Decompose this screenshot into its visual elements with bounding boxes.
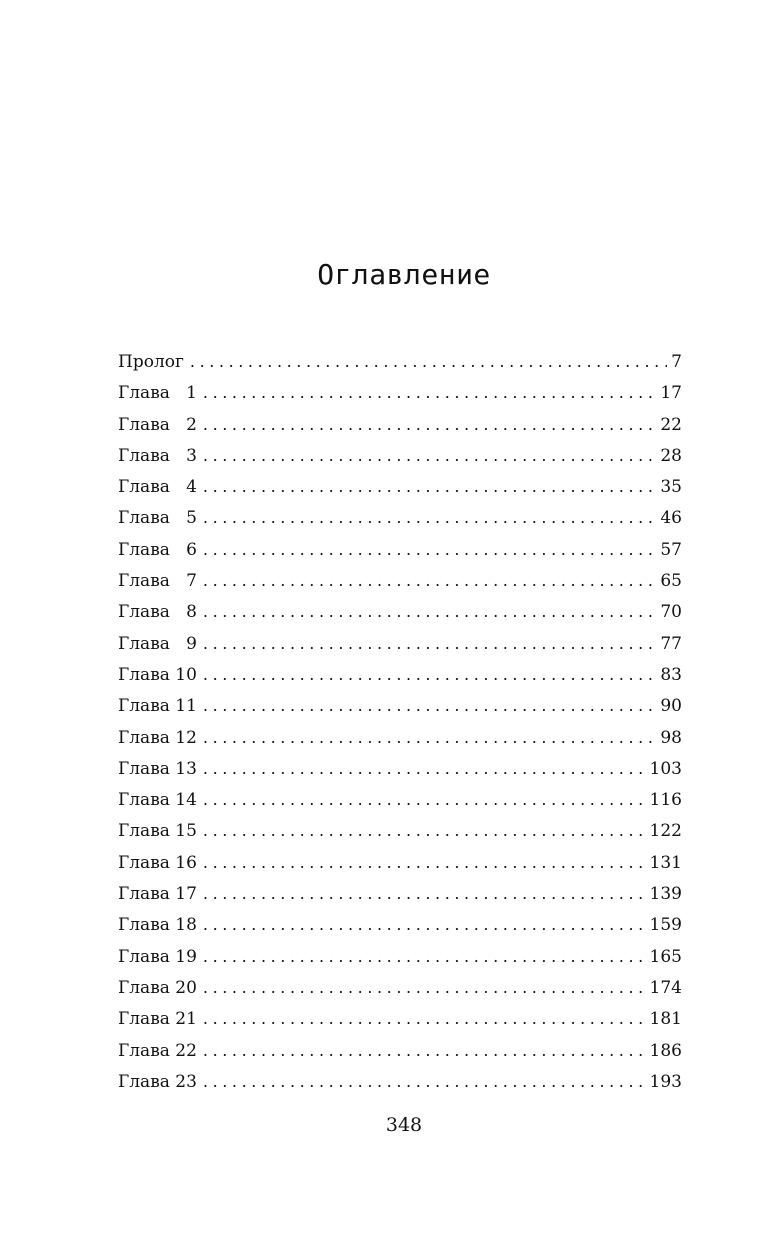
toc-entry-prologue[interactable] [118, 346, 682, 377]
chapter-number: 1 [186, 383, 197, 404]
dot-leader [190, 346, 667, 377]
toc-entry-chapter[interactable] [118, 377, 682, 408]
dot-leader [203, 972, 646, 1003]
chapter-word: Глава [118, 477, 170, 498]
chapter-number: 16 [175, 852, 197, 873]
chapter-number: 21 [175, 1009, 197, 1030]
dot-leader [203, 659, 656, 690]
chapter-number: 15 [175, 821, 197, 842]
chapter-word: Глава [118, 758, 170, 779]
toc-entry-label [118, 597, 197, 628]
toc-entry-label [118, 566, 197, 597]
chapter-word: Глава [118, 790, 170, 811]
dot-leader [203, 909, 646, 940]
chapter-word: Глава [118, 445, 170, 466]
toc-entry-chapter[interactable] [118, 1003, 682, 1034]
chapter-number: 18 [175, 915, 197, 936]
chapter-number: 7 [186, 571, 197, 592]
chapter-number: 19 [175, 946, 197, 967]
toc-page-number: 77 [660, 633, 682, 654]
toc-page-number: 165 [649, 946, 682, 967]
toc-entry-label [118, 378, 197, 409]
toc-page-number: 46 [660, 508, 682, 529]
toc-entry-label [118, 910, 197, 941]
dot-leader [203, 941, 646, 972]
toc-entry-chapter[interactable] [118, 628, 682, 659]
toc-entry-chapter[interactable] [118, 722, 682, 753]
dot-leader [203, 1003, 646, 1034]
toc-entry-label: Пролог [118, 352, 184, 372]
chapter-number: 13 [175, 758, 197, 779]
toc-entry-chapter[interactable] [118, 1066, 682, 1097]
toc-entry-label [118, 410, 197, 441]
toc-entry-label [118, 785, 197, 816]
toc-entry-label [118, 848, 197, 879]
chapter-word: Глава [118, 884, 170, 905]
dot-leader [203, 878, 646, 909]
chapter-number: 2 [186, 414, 197, 435]
dot-leader [203, 628, 656, 659]
dot-leader [203, 596, 656, 627]
toc-entry-chapter[interactable] [118, 596, 682, 627]
dot-leader [203, 471, 656, 502]
chapter-word: Глава [118, 508, 170, 529]
toc-entry-chapter[interactable] [118, 847, 682, 878]
toc-page-number: 57 [660, 539, 682, 560]
toc-page-number: 186 [649, 1040, 682, 1061]
chapter-number: 6 [186, 539, 197, 560]
toc-entry-label [118, 879, 197, 910]
dot-leader [203, 690, 656, 721]
chapter-word: Глава [118, 915, 170, 936]
toc-page-number: 98 [660, 727, 682, 748]
chapter-word: Глава [118, 664, 170, 685]
toc-page-number: 131 [649, 852, 682, 873]
toc-page-number: 122 [649, 821, 682, 842]
chapter-word: Глава [118, 696, 170, 717]
toc-page-number: 28 [660, 445, 682, 466]
chapter-number: 14 [175, 790, 197, 811]
toc-entry-label [118, 816, 197, 847]
dot-leader [203, 377, 656, 408]
dot-leader [203, 847, 646, 878]
dot-leader [203, 722, 656, 753]
toc-entry-label [118, 629, 197, 660]
toc-page-number: 7 [671, 352, 682, 372]
toc-page-number: 193 [649, 1071, 682, 1092]
dot-leader [203, 534, 656, 565]
toc-page-number: 65 [660, 571, 682, 592]
toc-entry-chapter[interactable] [118, 534, 682, 565]
toc-entry-chapter[interactable] [118, 565, 682, 596]
toc-page-number: 159 [649, 915, 682, 936]
toc-entry-label [118, 472, 197, 503]
toc-entry-chapter[interactable] [118, 471, 682, 502]
dot-leader [203, 409, 656, 440]
toc-page-number: 116 [649, 790, 682, 811]
chapter-word: Глава [118, 571, 170, 592]
chapter-word: Глава [118, 602, 170, 623]
toc-entry-chapter[interactable] [118, 784, 682, 815]
toc-page-number: 103 [649, 758, 682, 779]
chapter-word: Глава [118, 1009, 170, 1030]
toc-page-number: 181 [649, 1009, 682, 1030]
chapter-number: 22 [175, 1040, 197, 1061]
chapter-word: Глава [118, 1040, 170, 1061]
toc-entry-chapter[interactable] [118, 659, 682, 690]
toc-entry-label [118, 723, 197, 754]
toc-entry-label [118, 973, 197, 1004]
toc-entry-chapter[interactable] [118, 753, 682, 784]
chapter-word: Глава [118, 821, 170, 842]
toc-entry-label [118, 754, 197, 785]
toc-entry-chapter[interactable] [118, 1035, 682, 1066]
toc-entry-label [118, 1067, 197, 1098]
toc-page-number: 17 [660, 383, 682, 404]
chapter-number: 11 [175, 696, 197, 717]
chapter-number: 3 [186, 445, 197, 466]
dot-leader [203, 784, 646, 815]
dot-leader [203, 1035, 646, 1066]
chapter-word: Глава [118, 727, 170, 748]
toc-entry-label [118, 942, 197, 973]
chapter-number: 10 [175, 664, 197, 685]
toc-entry-label [118, 441, 197, 472]
dot-leader [203, 440, 656, 471]
toc-entry-chapter[interactable] [118, 909, 682, 940]
toc-page-number: 90 [660, 696, 682, 717]
toc-entry-chapter[interactable] [118, 409, 682, 440]
dot-leader [203, 753, 646, 784]
toc-page-number: 22 [660, 414, 682, 435]
toc-entry-label [118, 691, 197, 722]
toc-page-number: 35 [660, 477, 682, 498]
chapter-word: Глава [118, 383, 170, 404]
toc-entry-chapter[interactable] [118, 690, 682, 721]
chapter-number: 20 [175, 977, 197, 998]
chapter-word: Глава [118, 852, 170, 873]
toc-entry-label [118, 660, 197, 691]
dot-leader [203, 565, 656, 596]
chapter-word: Глава [118, 1071, 170, 1092]
toc-page-number: 70 [660, 602, 682, 623]
table-of-contents [118, 346, 682, 1097]
chapter-word: Глава [118, 946, 170, 967]
toc-entry-label [118, 1004, 197, 1035]
chapter-number: 8 [186, 602, 197, 623]
chapter-word: Глава [118, 977, 170, 998]
toc-entry-chapter[interactable] [118, 878, 682, 909]
toc-entry-label [118, 535, 197, 566]
page-title: Оглавление [317, 258, 491, 291]
dot-leader [203, 815, 646, 846]
toc-entry-chapter[interactable] [118, 972, 682, 1003]
chapter-number: 17 [175, 884, 197, 905]
toc-entry-chapter[interactable] [118, 440, 682, 471]
chapter-number: 12 [175, 727, 197, 748]
chapter-number: 5 [186, 508, 197, 529]
chapter-word: Глава [118, 414, 170, 435]
toc-page-number: 174 [649, 977, 682, 998]
toc-entry-chapter[interactable] [118, 815, 682, 846]
dot-leader [203, 1066, 646, 1097]
chapter-number: 4 [186, 477, 197, 498]
toc-entry-label [118, 503, 197, 534]
chapter-word: Глава [118, 633, 170, 654]
toc-entry-label [118, 1036, 197, 1067]
dot-leader [203, 502, 656, 533]
page-number: 348 [385, 1114, 423, 1136]
chapter-number: 23 [175, 1071, 197, 1092]
toc-page-number: 139 [649, 884, 682, 905]
toc-entry-chapter[interactable] [118, 502, 682, 533]
toc-entry-chapter[interactable] [118, 941, 682, 972]
chapter-number: 9 [186, 633, 197, 654]
chapter-word: Глава [118, 539, 170, 560]
toc-page-number: 83 [660, 664, 682, 685]
